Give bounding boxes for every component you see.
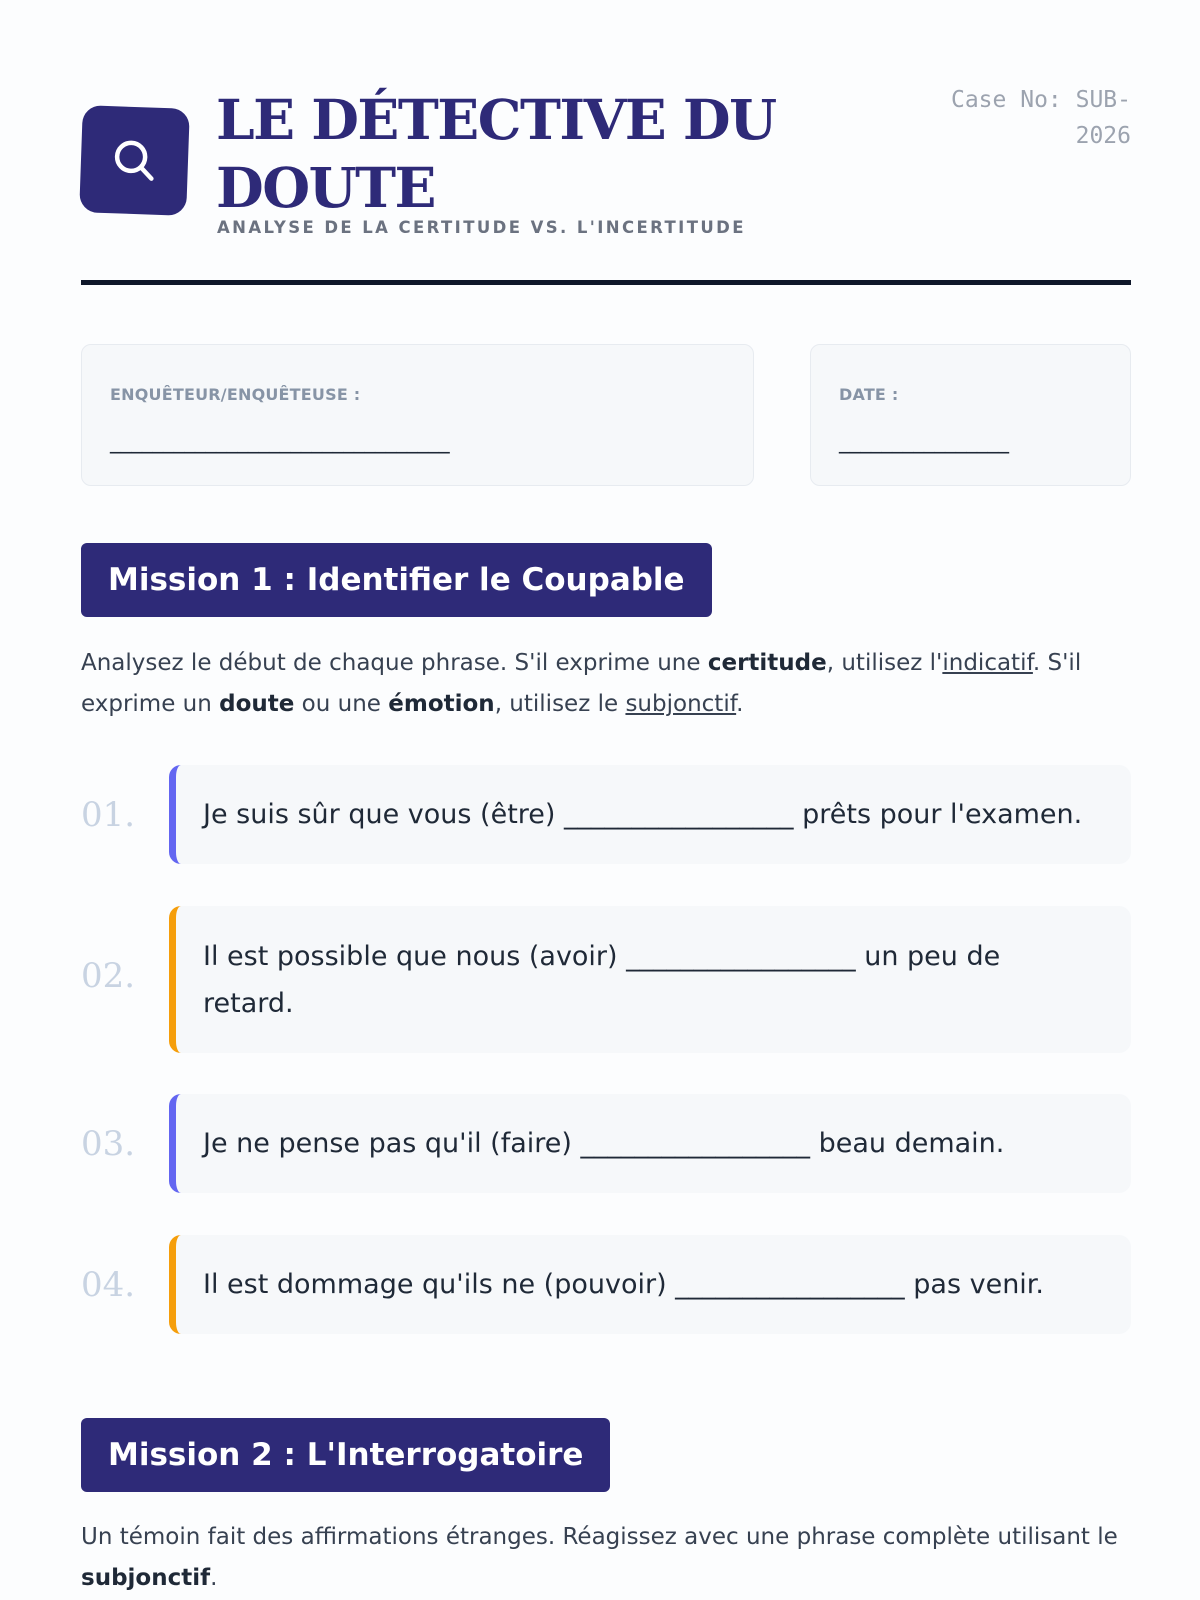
item-sentence-card[interactable] (169, 1094, 1131, 1193)
page-subtitle: ANALYSE DE LA CERTITUDE VS. L'INCERTITUDE (217, 218, 746, 237)
date-blank[interactable]: ________________ (839, 429, 1009, 454)
item-number: 02. (81, 956, 136, 996)
date-field (810, 344, 1131, 486)
case-number: Case No: SUB-2026 (950, 87, 1131, 149)
mission-1-instructions: Analysez le début de chaque phrase. S'il exprime une certitude, utilisez l'indicatif. S'il exprime un doute ou une émotion, utilisez le subjonctif. (81, 650, 1082, 717)
worksheet-page (81, 0, 1131, 1600)
item-sentence-card[interactable] (169, 765, 1131, 864)
header-divider (81, 280, 1131, 285)
mission-1-heading: Mission 1 : Identifier le Coupable (81, 543, 712, 617)
item-sentence: Je ne pense pas qu'il (faire) _________________ beau demain. (203, 1128, 1005, 1159)
header (81, 0, 1131, 290)
investigator-field (81, 344, 754, 486)
item-sentence: Il est dommage qu'ils ne (pouvoir) _________________ pas venir. (203, 1269, 1045, 1300)
item-number: 04. (81, 1265, 136, 1305)
logo-badge (79, 105, 190, 216)
mission-2-instructions: Un témoin fait des affirmations étranges. Réagissez avec une phrase complète utilisant le subjonctif. (81, 1524, 1118, 1591)
item-number: 03. (81, 1124, 136, 1164)
item-number: 01. (81, 795, 136, 835)
investigator-label: ENQUÊTEUR/ENQUÊTEUSE : (110, 385, 361, 404)
item-sentence: Je suis sûr que vous (être) _________________ prêts pour l'examen. (203, 799, 1083, 830)
item-sentence-card[interactable] (169, 906, 1131, 1053)
page-title: LE DÉTECTIVE DU DOUTE (216, 87, 776, 220)
date-label: DATE : (839, 385, 899, 404)
mission-2-heading: Mission 2 : L'Interrogatoire (81, 1418, 610, 1492)
item-sentence-card[interactable] (169, 1235, 1131, 1334)
item-sentence: Il est possible que nous (avoir) _________________ un peu de retard. (203, 940, 1001, 1019)
search-icon (109, 135, 161, 187)
investigator-blank[interactable]: ________________________________ (110, 429, 450, 454)
